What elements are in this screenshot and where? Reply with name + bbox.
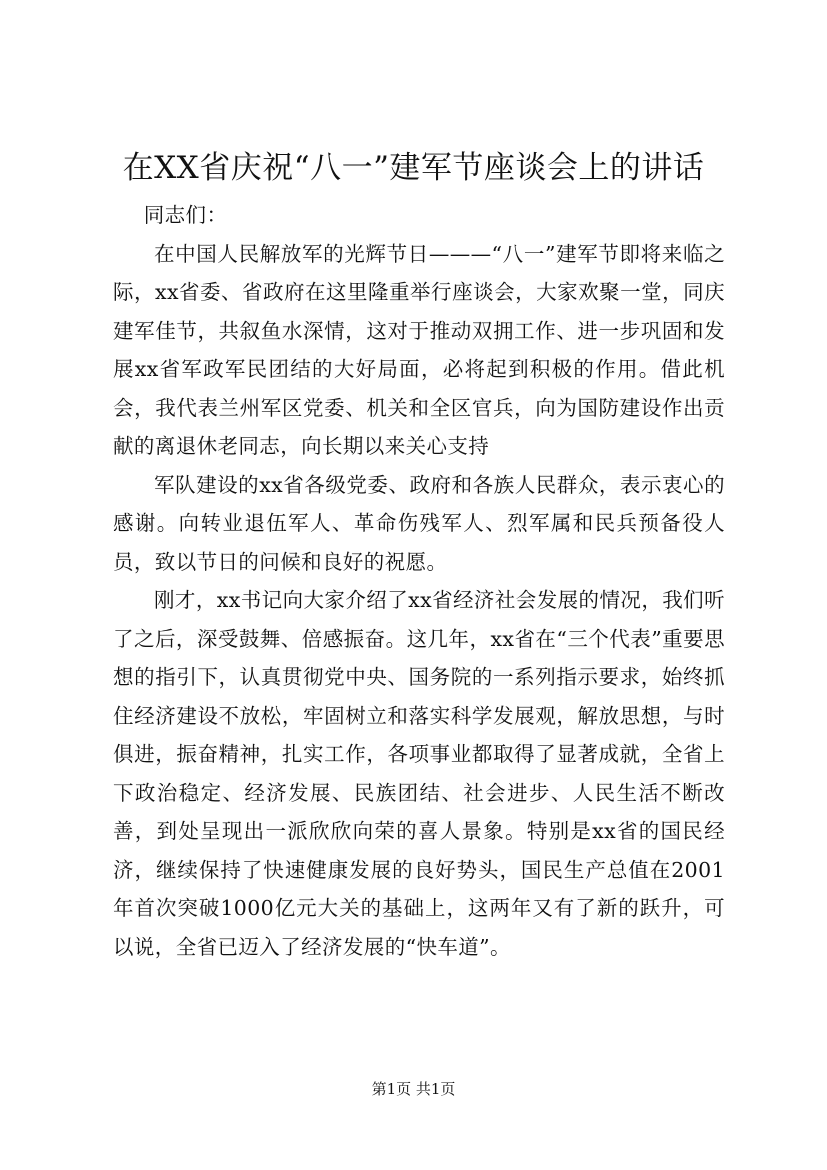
page-number-footer: 第1页 共1页 [371,1080,456,1098]
paragraph-greeting: 同志们： [143,203,228,227]
paragraph: 军队建设的xx省各级党委、政府和各族人民群众，表示衷心的感谢。向转业退伍军人、革命伤残军人、烈军属和民兵预备役人员，致以节日的问候和良好的祝愿。 [113,472,725,574]
document-body [113,196,725,966]
document-title: 在XX省庆祝“八一”建军节座谈会上的讲话 [122,150,705,186]
paragraph: 在中国人民解放军的光辉节日———“八一”建军节即将来临之际，xx省委、省政府在这里隆重举行座谈会，大家欢聚一堂，同庆建军佳节，共叙鱼水深情，这对于推动双拥工作、进一步巩固和发展xx省军政军民团结的大好局面，必将起到积极的作用。借此机会，我代表兰州军区党委、机关和全区官兵，向为国防建设作出贡献的离退休老同志，向长期以来关心支持 [113,241,725,458]
paragraph: 刚才，xx书记向大家介绍了xx省经济社会发展的情况，我们听了之后，深受鼓舞、倍感振奋。这几年，xx省在“三个代表”重要思想的指引下，认真贯彻党中央、国务院的一系列指示要求，始终抓住经济建设不放松，牢固树立和落实科学发展观，解放思想，与时俱进，振奋精神，扎实工作，各项事业都取得了显著成就，全省上下政治稳定、经济发展、民族团结、社会进步、人民生活不断改善，到处呈现出一派欣欣向荣的喜人景象。特别是xx省的国民经济，继续保持了快速健康发展的良好势头，国民生产总值在2001年首次突破1000亿元大关的基础上，这两年又有了新的跃升，可以说，全省已迈入了经济发展的“快车道”。 [113,588,725,959]
